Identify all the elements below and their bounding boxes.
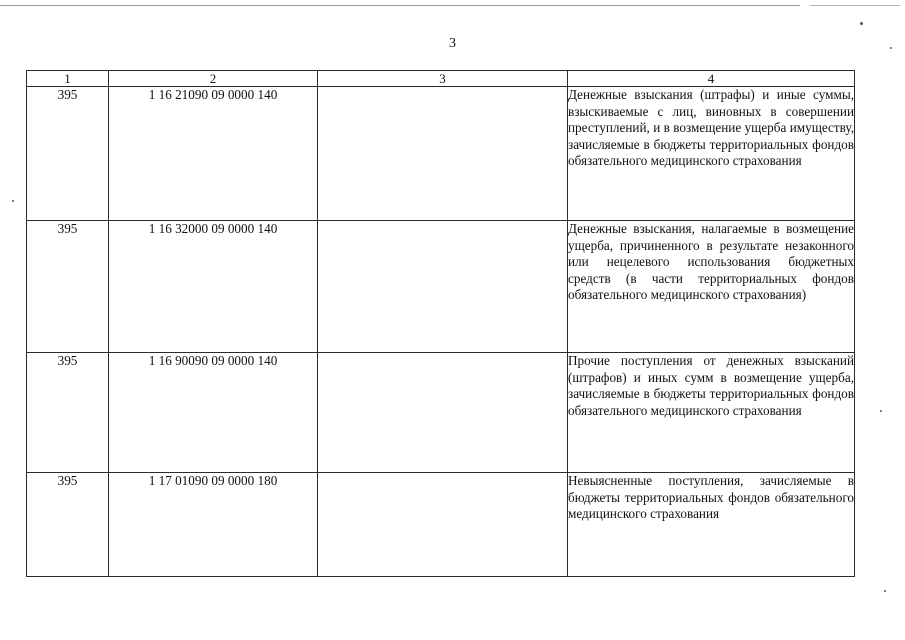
revenue-code-cell: 1 16 32000 09 0000 140 <box>109 221 318 353</box>
header-col-1: 1 <box>27 71 109 87</box>
page-number: 3 <box>449 36 456 51</box>
header-col-2: 2 <box>109 71 318 87</box>
empty-cell <box>318 87 568 221</box>
header-col-3: 3 <box>318 71 568 87</box>
chapter-code-cell: 395 <box>27 221 109 353</box>
table-row <box>27 473 855 577</box>
header-col-4: 4 <box>568 71 855 87</box>
scan-speck <box>860 22 863 25</box>
empty-cell <box>318 221 568 353</box>
chapter-code-cell: 395 <box>27 473 109 577</box>
scan-edge-line-right <box>810 5 900 6</box>
table-row <box>27 353 855 473</box>
revenue-code-cell: 1 16 90090 09 0000 140 <box>109 353 318 473</box>
revenue-codes-table <box>26 70 855 577</box>
empty-cell <box>318 353 568 473</box>
revenue-name-cell: Невыясненные поступления, зачисляемые в бюджеты территориальных фондов обязательного медицинского страхования <box>568 473 855 577</box>
scan-edge-line <box>0 5 800 6</box>
revenue-name-cell: Денежные взыскания, налагаемые в возмещение ущерба, причиненного в результате незаконного или нецелевого использования бюджетных средств (в части территориальных фондов обязательного медицинского страхования) <box>568 221 855 353</box>
table-row <box>27 87 855 221</box>
scan-speck <box>884 590 886 592</box>
scan-speck <box>890 47 892 49</box>
chapter-code-cell: 395 <box>27 353 109 473</box>
table-header-row <box>27 71 855 87</box>
scan-speck <box>880 410 882 412</box>
revenue-code-cell: 1 17 01090 09 0000 180 <box>109 473 318 577</box>
revenue-code-cell: 1 16 21090 09 0000 140 <box>109 87 318 221</box>
revenue-name-cell: Денежные взыскания (штрафы) и иные суммы, взыскиваемые с лиц, виновных в совершении преступлений, и в возмещение ущерба имуществу, зачисляемые в бюджеты территориальных фондов обязательного медицинского страхования <box>568 87 855 221</box>
table-row <box>27 221 855 353</box>
revenue-name-cell: Прочие поступления от денежных взысканий (штрафов) и иных сумм в возмещение ущерба, зачисляемые в бюджеты территориальных фондов обязательного медицинского страхования <box>568 353 855 473</box>
empty-cell <box>318 473 568 577</box>
chapter-code-cell: 395 <box>27 87 109 221</box>
scan-speck <box>12 200 14 202</box>
